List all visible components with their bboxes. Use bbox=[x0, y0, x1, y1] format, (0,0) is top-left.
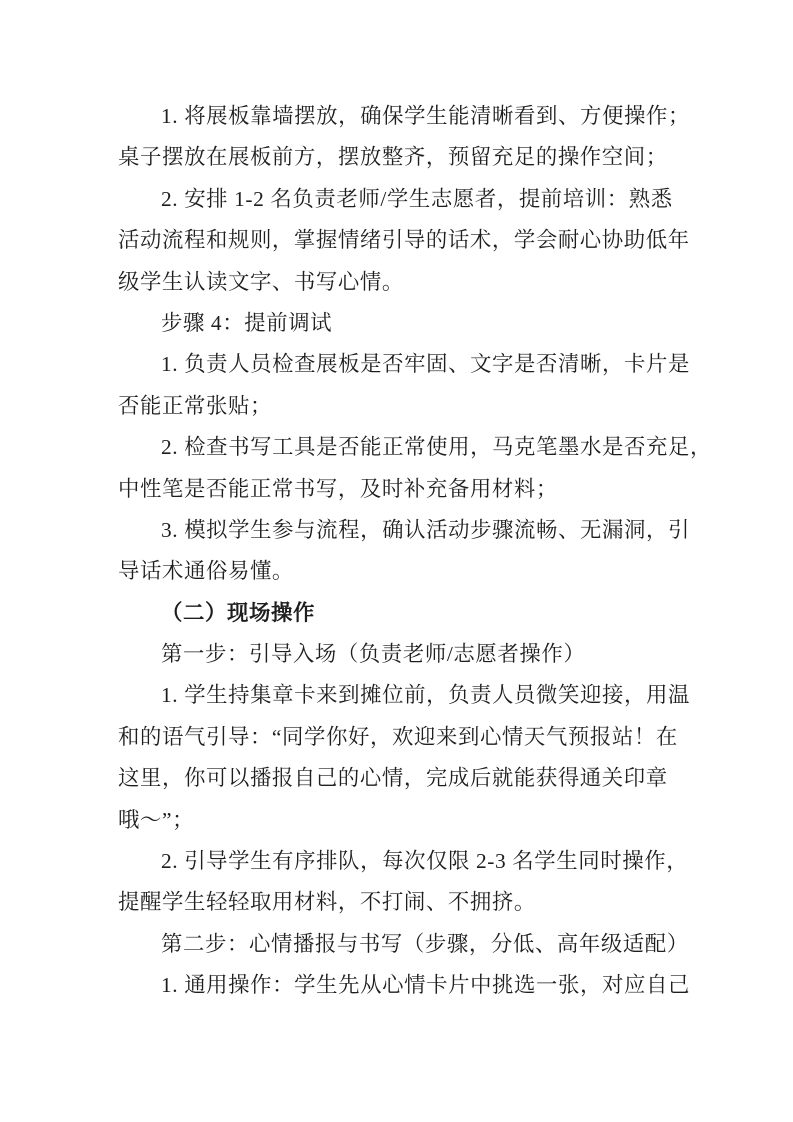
text-line: 否能正常张贴； bbox=[118, 393, 272, 418]
document-body bbox=[118, 96, 712, 1007]
text-line: 3. 模拟学生参与流程，确认活动步骤流畅、无漏洞，引 bbox=[161, 517, 690, 542]
text-line: 2. 检查书写工具是否能正常使用，马克笔墨水是否充足， bbox=[161, 435, 712, 460]
text-line: 这里，你可以播报自己的心情，完成后就能获得通关印章 bbox=[118, 766, 668, 791]
text-line: 哦～”； bbox=[118, 807, 195, 832]
text-line: 1. 负责人员检查展板是否牢固、文字是否清晰，卡片是 bbox=[161, 352, 690, 377]
text-line: 桌子摆放在展板前方，摆放整齐，预留充足的操作空间； bbox=[118, 145, 668, 170]
section-heading-line: （二）现场操作 bbox=[161, 600, 315, 625]
text-line: 2. 引导学生有序排队，每次仅限 2-3 名学生同时操作， bbox=[161, 849, 689, 874]
step-heading-line: 第一步：引导入场（负责老师/志愿者操作） bbox=[161, 642, 586, 667]
text-line: 1. 学生持集章卡来到摊位前，负责人员微笑迎接，用温 bbox=[161, 683, 690, 708]
text-line: 2. 安排 1-2 名负责老师/学生志愿者，提前培训：熟悉 bbox=[161, 186, 673, 211]
text-line: 和的语气引导：“同学你好，欢迎来到心情天气预报站！在 bbox=[118, 724, 678, 749]
step-heading-line: 第二步：心情播报与书写（步骤，分低、高年级适配） bbox=[161, 931, 689, 956]
text-line: 1. 将展板靠墙摆放，确保学生能清晰看到、方便操作； bbox=[161, 104, 690, 128]
text-line: 导话术通俗易懂。 bbox=[118, 559, 294, 584]
text-line: 中性笔是否能正常书写，及时补充备用材料； bbox=[118, 476, 558, 501]
text-line: 活动流程和规则，掌握情绪引导的话术，学会耐心协助低年 bbox=[118, 228, 690, 253]
text-line: 提醒学生轻轻取用材料，不打闹、不拥挤。 bbox=[118, 890, 536, 915]
step-heading-line: 步骤 4：提前调试 bbox=[161, 310, 333, 335]
text-line: 级学生认读文字、书写心情。 bbox=[118, 269, 404, 294]
text-line: 1. 通用操作：学生先从心情卡片中挑选一张，对应自己 bbox=[161, 973, 690, 998]
